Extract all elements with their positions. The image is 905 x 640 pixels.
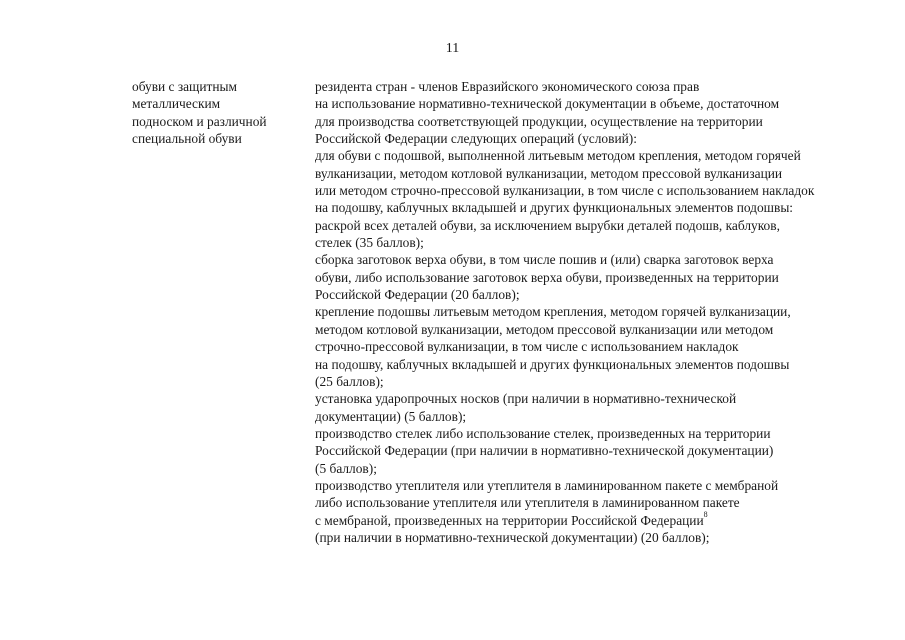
requirements-line-with-footnote: [315, 512, 875, 529]
requirements-line: на подошву, каблучных вкладышей и других функциональных элементов подошвы: [315, 356, 790, 372]
requirements-line: производство стелек либо использование стелек, произведенных на территории: [315, 425, 771, 441]
requirements-line: или методом строчно-прессовой вулканизации, в том числе с использованием накладок: [315, 183, 815, 199]
requirements-line: крепление подошвы литьевым методом крепления, методом горячей вулканизации,: [315, 304, 791, 320]
requirements-line: сборка заготовок верха обуви, в том числе пошив и (или) сварка заготовок верха: [315, 252, 774, 268]
product-name-line: специальной обуви: [132, 131, 242, 147]
requirements-line: на подошву, каблучных вкладышей и других функциональных элементов подошвы:: [315, 200, 794, 216]
requirements-line: документации) (5 баллов);: [315, 408, 467, 424]
footnote-reference: 8: [703, 510, 708, 520]
requirements-line: Российской Федерации (20 баллов);: [315, 287, 520, 303]
requirements-line: (5 баллов);: [315, 460, 377, 476]
product-name-column: [132, 78, 302, 147]
requirements-line: строчно-прессовой вулканизации, в том числе с использованием накладок: [315, 339, 739, 355]
requirements-line: методом котловой вулканизации, методом прессовой вулканизации или методом: [315, 321, 774, 337]
product-name-line: металлическим: [132, 96, 221, 112]
requirements-line: производство утеплителя или утеплителя в ламинированном пакете с мембраной: [315, 477, 779, 493]
requirements-line: Российской Федерации следующих операций (условий):: [315, 131, 637, 147]
requirements-line: для производства соответствующей продукции, осуществление на территории: [315, 113, 763, 129]
requirements-line: обуви, либо использование заготовок верха обуви, произведенных на территории: [315, 269, 779, 285]
requirements-line: Российской Федерации (при наличии в нормативно-технической документации): [315, 443, 774, 459]
requirements-line: (при наличии в нормативно-технической документации) (20 баллов);: [315, 529, 710, 545]
product-name-line: обуви с защитным: [132, 79, 238, 94]
requirements-line: резидента стран - членов Евразийского экономического союза прав: [315, 79, 700, 94]
requirements-column: [315, 78, 875, 546]
page-number: 11: [445, 41, 460, 56]
requirements-line-text: с мембраной, произведенных на территории Российской Федерации: [315, 512, 704, 528]
requirements-line: на использование нормативно-технической документации в объеме, достаточном: [315, 96, 780, 112]
requirements-line: вулканизации, методом котловой вулканизации, методом прессовой вулканизации: [315, 165, 783, 181]
requirements-line: стелек (35 баллов);: [315, 235, 424, 251]
requirements-line: либо использование утеплителя или утеплителя в ламинированном пакете: [315, 495, 740, 511]
product-name-line: подноском и различной: [132, 113, 267, 129]
requirements-line: (25 баллов);: [315, 373, 384, 389]
requirements-line: установка ударопрочных носков (при наличии в нормативно-технической: [315, 391, 737, 407]
requirements-line: для обуви с подошвой, выполненной литьевым методом крепления, методом горячей: [315, 148, 801, 164]
requirements-line: раскрой всех деталей обуви, за исключением вырубки деталей подошв, каблуков,: [315, 217, 780, 233]
